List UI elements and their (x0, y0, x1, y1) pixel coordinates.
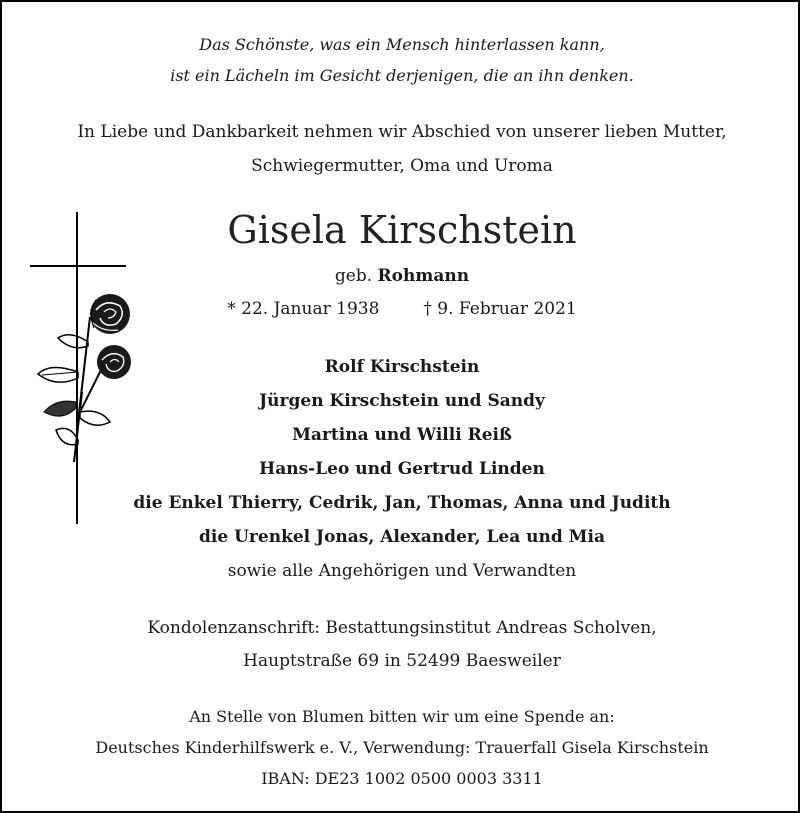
donation-line-1: An Stelle von Blumen bitten wir um eine Spende an: (189, 707, 615, 726)
birth-date: * 22. Januar 1938 (227, 299, 380, 319)
intro-line-1: In Liebe und Dankbarkeit nehmen wir Abschied von unserer lieben Mutter, (77, 122, 727, 142)
born-name: Rohmann (377, 266, 470, 286)
mourner-6: die Urenkel Jonas, Alexander, Lea und Mia (199, 527, 605, 547)
intro-line-2: Schwiegermutter, Oma und Uroma (251, 156, 553, 176)
mourner-3: Martina und Willi Reiß (292, 425, 512, 445)
mourner-5: die Enkel Thierry, Cedrik, Jan, Thomas, Anna und Judith (133, 493, 671, 513)
born-prefix: geb. (334, 266, 373, 286)
deceased-name: Gisela Kirschstein (227, 208, 577, 252)
mourner-4: Hans-Leo und Gertrud Linden (259, 459, 545, 479)
relatives-line: sowie alle Angehörigen und Verwandten (227, 561, 577, 581)
condolence-line-2: Hauptstraße 69 in 52499 Baesweiler (243, 651, 561, 671)
donation-iban: IBAN: DE23 1002 0500 0003 3311 (261, 769, 543, 788)
quote-line-1: Das Schönste, was ein Mensch hinterlassen kann, (199, 35, 605, 54)
mourner-2: Jürgen Kirschstein und Sandy (259, 391, 545, 411)
condolence-line-1: Kondolenzanschrift: Bestattungsinstitut Andreas Scholven, (147, 618, 657, 638)
death-date: † 9. Februar 2021 (423, 299, 577, 319)
donation-line-2: Deutsches Kinderhilfswerk e. V., Verwendung: Trauerfall Gisela Kirschstein (95, 738, 709, 757)
mourner-1: Rolf Kirschstein (324, 357, 480, 377)
quote-line-2: ist ein Lächeln im Gesicht derjenigen, die an ihn denken. (170, 66, 634, 85)
